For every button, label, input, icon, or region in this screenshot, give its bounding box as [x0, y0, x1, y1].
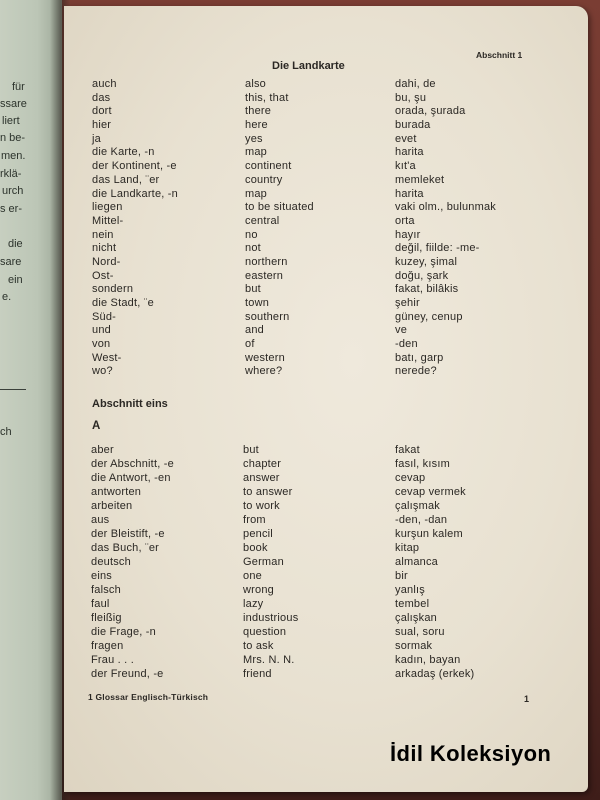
- german-term: arbeiten: [91, 500, 133, 512]
- turkish-term: cevap: [395, 472, 426, 484]
- previous-page-text: für: [12, 81, 25, 93]
- german-term: Frau . . .: [91, 654, 134, 666]
- previous-page-text: ch: [0, 426, 12, 438]
- german-term: das Land, ¨er: [92, 173, 160, 186]
- turkish-term: fakat, bilâkis: [395, 283, 459, 296]
- english-term: pencil: [243, 528, 273, 540]
- german-term: Süd-: [92, 310, 117, 323]
- english-term: map: [245, 187, 267, 200]
- turkish-term: ve: [395, 324, 408, 337]
- english-term: and: [245, 324, 264, 337]
- german-term: und: [92, 324, 111, 337]
- previous-page-text: ein: [8, 274, 23, 286]
- previous-page-text: die: [8, 238, 23, 250]
- german-term: der Bleistift, -e: [91, 528, 165, 540]
- english-term: also: [245, 78, 266, 90]
- english-term: country: [245, 173, 283, 186]
- turkish-term: hayır: [395, 228, 421, 241]
- german-term: Nord-: [92, 255, 121, 268]
- english-term: industrious: [243, 612, 299, 624]
- german-term: von: [92, 338, 111, 351]
- german-term: fleißig: [91, 612, 122, 624]
- german-term: die Stadt, ¨e: [92, 297, 154, 309]
- turkish-term: şehir: [395, 297, 420, 309]
- german-term: deutsch: [91, 556, 131, 568]
- previous-page-text: s er-: [0, 203, 22, 215]
- german-term: antworten: [91, 486, 142, 498]
- english-term: to answer: [243, 486, 293, 498]
- turkish-term: kurşun kalem: [395, 528, 463, 540]
- previous-page-text: urch: [2, 185, 24, 197]
- turkish-term: çalışkan: [395, 612, 437, 624]
- german-term: der Abschnitt, -e: [91, 458, 174, 470]
- german-term: fragen: [91, 640, 124, 652]
- german-term: das: [92, 91, 111, 104]
- english-term: lazy: [243, 598, 264, 610]
- german-term: die Antwort, -en: [91, 472, 171, 484]
- german-term: ja: [92, 132, 101, 145]
- turkish-term: orada, şurada: [395, 105, 466, 118]
- turkish-term: doğu, şark: [395, 269, 449, 282]
- turkish-term: arkadaş (erkek): [395, 668, 475, 680]
- german-term: faul: [91, 598, 110, 610]
- german-term: aus: [91, 514, 110, 526]
- english-term: to work: [243, 500, 280, 512]
- english-term: continent: [245, 160, 292, 173]
- turkish-term: fasıl, kısım: [395, 458, 450, 470]
- turkish-term: değil, fiilde: -me-: [395, 242, 480, 255]
- turkish-term: nerede?: [395, 365, 437, 378]
- turkish-term: çalışmak: [395, 500, 440, 512]
- divider-line: [0, 389, 26, 390]
- english-term: there: [245, 105, 272, 118]
- turkish-term: kitap: [395, 542, 420, 554]
- turkish-term: -den: [395, 338, 418, 351]
- turkish-term: memleket: [395, 173, 445, 186]
- turkish-term: vaki olm., bulunmak: [395, 201, 497, 214]
- previous-page-text: rklä-: [0, 168, 22, 180]
- turkish-term: bu, şu: [395, 91, 427, 104]
- german-term: falsch: [91, 584, 121, 596]
- turkish-term: kuzey, şimal: [395, 255, 458, 268]
- german-term: liegen: [92, 201, 123, 214]
- turkish-term: sual, soru: [395, 626, 445, 638]
- previous-page-text: liert: [2, 115, 20, 127]
- english-term: question: [243, 626, 287, 638]
- english-term: where?: [245, 365, 283, 378]
- english-term: but: [245, 283, 261, 296]
- german-term: hier: [92, 119, 112, 132]
- running-header: Abschnitt 1: [476, 50, 523, 60]
- alphabet-letter-heading: A: [92, 420, 101, 432]
- turkish-term: sormak: [395, 640, 433, 652]
- english-term: map: [245, 146, 267, 159]
- english-term: from: [243, 514, 266, 526]
- german-term: sondern: [92, 283, 134, 296]
- german-term: das Buch, ¨er: [91, 542, 160, 554]
- english-term: answer: [243, 472, 280, 484]
- previous-page-text: men.: [1, 150, 26, 162]
- previous-page-text: sare: [0, 256, 22, 268]
- turkish-term: güney, cenup: [395, 310, 463, 323]
- turkish-term: fakat: [395, 444, 420, 456]
- german-term: nein: [92, 228, 114, 241]
- turkish-term: evet: [395, 132, 417, 145]
- turkish-term: harita: [395, 146, 424, 159]
- turkish-term: almanca: [395, 556, 438, 568]
- turkish-term: kıt'a: [395, 160, 416, 173]
- page-number: 1: [524, 694, 530, 704]
- english-term: town: [245, 297, 270, 309]
- turkish-term: orta: [395, 214, 415, 227]
- german-term: die Landkarte, -n: [92, 187, 178, 200]
- english-term: here: [245, 119, 268, 132]
- english-term: one: [243, 570, 262, 582]
- turkish-term: kadın, bayan: [395, 654, 461, 666]
- german-term: nicht: [92, 242, 117, 255]
- english-term: chapter: [243, 458, 282, 470]
- german-term: der Kontinent, -e: [92, 160, 177, 173]
- turkish-term: burada: [395, 119, 431, 132]
- german-term: die Karte, -n: [92, 146, 155, 159]
- english-term: central: [245, 214, 280, 227]
- german-term: der Freund, -e: [91, 668, 164, 680]
- german-term: auch: [92, 78, 117, 90]
- turkish-term: cevap vermek: [395, 486, 466, 498]
- english-term: no: [245, 228, 258, 241]
- german-term: West-: [92, 351, 122, 364]
- turkish-term: dahi, de: [395, 78, 436, 90]
- previous-page-text: e.: [2, 291, 12, 303]
- turkish-term: -den, -dan: [395, 514, 448, 526]
- german-term: aber: [91, 444, 114, 456]
- english-term: northern: [245, 255, 288, 268]
- turkish-term: yanlış: [395, 584, 425, 596]
- german-term: die Frage, -n: [91, 626, 156, 638]
- english-term: friend: [243, 668, 272, 680]
- footer-signature: 1 Glossar Englisch-Türkisch: [88, 692, 209, 702]
- english-term: not: [245, 242, 261, 255]
- english-term: Mrs. N. N.: [243, 654, 295, 666]
- english-term: eastern: [245, 269, 284, 282]
- english-term: to be situated: [245, 201, 314, 214]
- german-term: Mittel-: [92, 214, 124, 227]
- english-term: to ask: [243, 640, 274, 652]
- english-term: book: [243, 542, 268, 554]
- english-term: German: [243, 556, 284, 568]
- previous-page-text: n be-: [0, 132, 26, 144]
- german-term: wo?: [92, 365, 113, 378]
- turkish-term: batı, garp: [395, 351, 444, 364]
- english-term: yes: [245, 132, 263, 145]
- previous-page-text: ssare: [0, 98, 27, 110]
- english-term: of: [245, 338, 255, 351]
- english-term: southern: [245, 310, 290, 323]
- watermark-text: İdil Koleksiyon: [390, 741, 552, 766]
- turkish-term: harita: [395, 187, 424, 200]
- english-term: but: [243, 444, 259, 456]
- english-term: wrong: [243, 584, 274, 596]
- english-term: this, that: [245, 91, 289, 104]
- english-term: western: [245, 351, 285, 364]
- turkish-term: tembel: [395, 598, 430, 610]
- german-term: dort: [92, 105, 112, 118]
- german-term: Ost-: [92, 269, 114, 282]
- page-title: Die Landkarte: [272, 60, 345, 72]
- section-heading: Abschnitt eins: [92, 398, 168, 410]
- german-term: eins: [91, 570, 112, 582]
- turkish-term: bir: [395, 570, 408, 582]
